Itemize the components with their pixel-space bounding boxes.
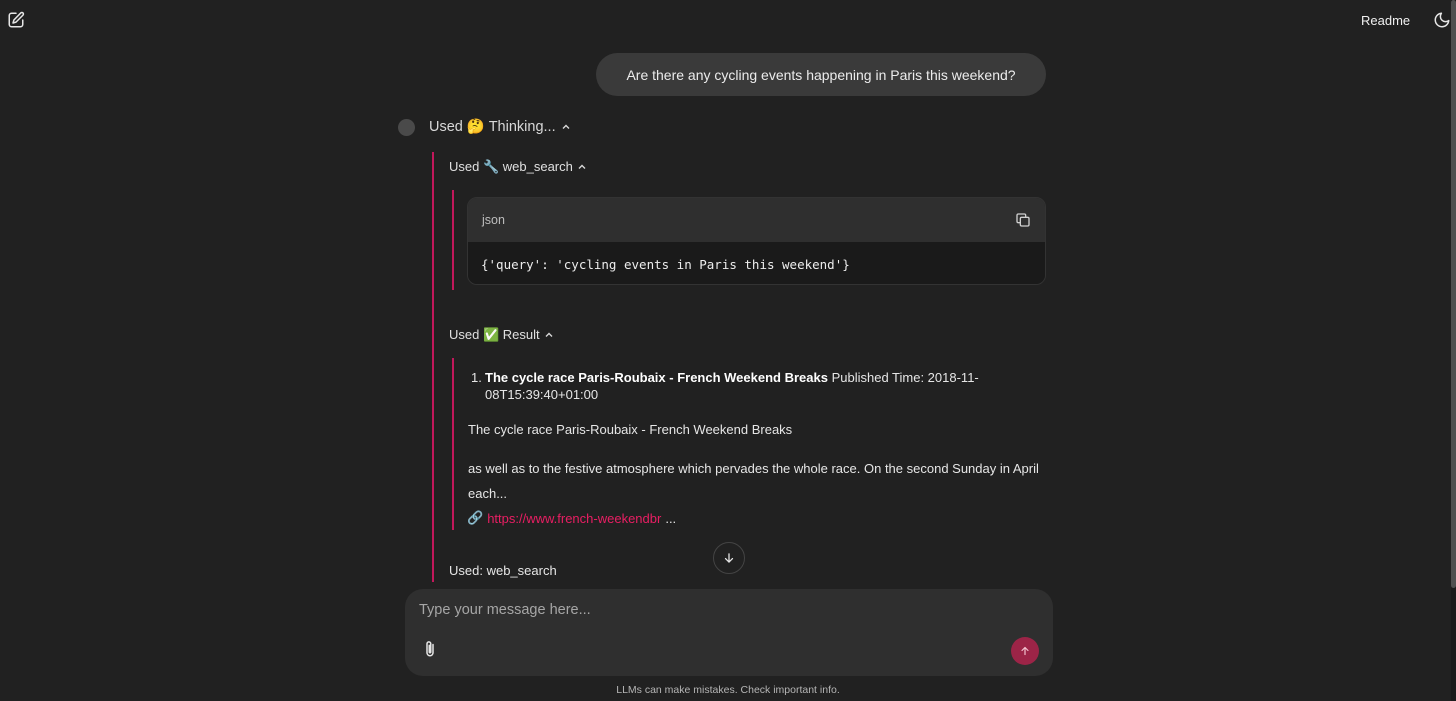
arrow-up-icon [1019,645,1031,657]
code-block [467,197,1046,285]
thinking-toggle[interactable] [429,118,571,135]
chevron-up-icon [561,122,571,132]
copy-code-button[interactable] [1015,212,1031,228]
message-input[interactable] [419,599,1019,621]
tool-call-toggle[interactable] [449,159,587,175]
final-used-label: Used: web_search [449,563,557,578]
result-item-number: 1. [471,370,482,385]
tool-call-border [452,190,454,290]
result-link[interactable]: https://www.french-weekendbr [487,510,662,526]
result-border [452,358,454,530]
message-composer [405,589,1053,676]
chevron-up-icon [544,330,554,340]
readme-link[interactable]: Readme [1361,13,1411,28]
disclaimer-text: LLMs can make mistakes. Check important info. [616,684,840,696]
thinking-label: Used 🤔 Thinking... [429,119,556,135]
thinking-border [432,152,434,582]
result-summary: The cycle race Paris-Roubaix - French Weekend Breaks [468,422,793,437]
scroll-to-bottom-button[interactable] [713,542,745,574]
send-button[interactable] [1011,637,1039,665]
result-list-item [471,369,1051,403]
result-label: Used ✅ Result [449,327,540,342]
arrow-down-icon [722,551,736,565]
chevron-up-icon [577,162,587,172]
user-message-bubble [596,53,1046,96]
code-language-label: json [482,213,505,227]
edit-square-icon [7,11,25,29]
new-chat-button[interactable] [6,10,26,30]
copy-icon [1015,212,1031,228]
user-message-text: Are there any cycling events happening in Paris this weekend? [626,66,1016,83]
link-icon: 🔗 [467,510,484,525]
assistant-avatar [398,119,415,136]
result-item-title: The cycle race Paris-Roubaix - French Weekend Breaks [485,370,828,385]
code-content: {'query': 'cycling events in Paris this weekend'} [468,242,1045,285]
attach-button[interactable] [421,639,439,659]
theme-toggle-button[interactable] [1433,11,1451,29]
result-item-body [485,369,1051,403]
scrollbar-thumb[interactable] [1451,0,1456,588]
code-block-header [468,198,1045,242]
result-excerpt: as well as to the festive atmosphere which pervades the whole race. On the second Sunday in April each... [468,461,1039,501]
paperclip-icon [421,639,439,659]
result-toggle[interactable] [449,327,554,343]
result-link-row [467,510,676,526]
link-ellipsis: ... [665,510,677,526]
tool-call-label: Used 🔧 web_search [449,159,573,174]
moon-icon [1433,11,1451,29]
result-item-meta: Published Time: 2018-11-08T15:39:40+01:00 [485,370,979,402]
